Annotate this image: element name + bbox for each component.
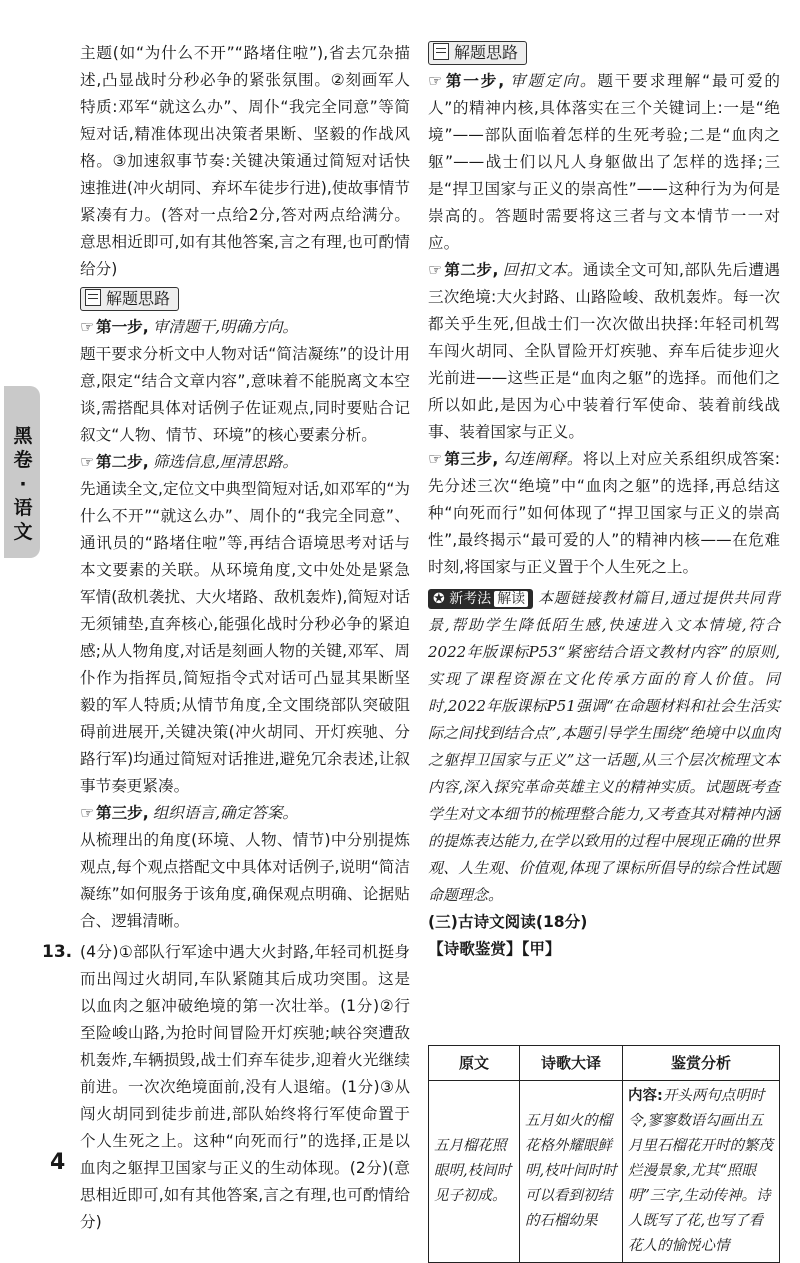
hand-pointer-icon: ☞	[80, 804, 94, 822]
question-13-answer: (4分)①部队行军途中遇大火封路,年轻司机挺身而出闯过火胡同,车队紧随其后成功突围。这是以血肉之躯冲破绝境的第一次壮举。(1分)②行至险峻山路,为抢时间冒险开灯疾驰;峡谷突遭敌机轰炸,车辆损毁,战士们弃车徒步,迎着火光继续前进。一次次绝境面前,没有人退缩。(1分)③从闯火胡同到徒步前进,部队始终将行军使命置于个人生死之上。这种“向死而行”的选择,正是以血肉之躯捍卫国家与正义的生动体现。(2分)(意思相近即可,如有其他答案,言之有理,也可酌情给分)	[80, 943, 410, 1231]
left-column	[42, 40, 410, 1236]
poem-table	[428, 1045, 780, 1263]
hand-pointer-icon: ☞	[80, 453, 94, 471]
solution-tag: 解题思路	[428, 41, 527, 65]
step1-heading: ☞ 第一步, 审清题干,明确方向。	[80, 318, 299, 336]
table-header-row	[429, 1046, 780, 1081]
right-column	[428, 40, 780, 1254]
side-tab-label: 黑卷·语文	[13, 425, 33, 543]
step1-block: ☞ 第一步, 审题定向。题干要求理解“最可爱的人”的精神内核,具体落实在三个关键词上:一是“绝境”——部队面临着怎样的生死考验;二是“血肉之躯”——战士们以凡人身躯做出了怎样的选择;三是“捍卫国家与正义的崇高性”——这种行为为何是崇高的。答题时需要将这三者与文本情节一一对应。	[428, 72, 780, 252]
step2-text: 先通读全文,定位文中典型简短对话,如邓军的“为什么不开”“就这么办”、周仆的“我完全同意”、通讯员的“路堵住啦”等,再结合语境思考对话与本文要素的关联。从环境角度,文中处处是紧急军情(敌机袭扰、大火堵路、敌机轰炸),简短对话无须铺垫,直奔核心,能强化战时分秒必争的紧迫感;从人物角度,对话是刻画人物的关键,邓军、周仆作为指挥员,简短指令式对话可凸显其果断坚毅的军人特质;从情节角度,全文围绕部队突破阻碍前进展开,关键决策(冲火胡同、开灯疾驰、分路行军)均通过简短对话推进,避免冗余表述,让叙事节奏更紧凑。	[80, 480, 410, 795]
lightbulb-icon: ✪	[433, 591, 445, 607]
hand-pointer-icon: ☞	[428, 261, 442, 279]
question-number: 13.	[42, 942, 73, 962]
poem-tag: 【诗歌鉴赏】【甲】	[428, 940, 561, 958]
hand-pointer-icon: ☞	[80, 318, 94, 336]
hand-pointer-icon: ☞	[428, 450, 442, 468]
step2-block: ☞ 第二步, 回扣文本。通读全文可知,部队先后遭遇三次绝境:大火封路、山路险峻、敌机轰炸。每一次都关乎生死,但战士们一次次做出抉择:年轻司机驾车闯火胡同、全队冒险开灯疾驰、弃车后徒步迎火光前进——这些正是“血肉之躯”的选择。而他们之所以如此,是因为心中装着行军使命、装着前线战事、装着国家与正义。	[428, 261, 780, 441]
solution-tag: 解题思路	[80, 287, 179, 311]
header-analysis: 鉴赏分析	[623, 1046, 780, 1081]
page-number: 4	[50, 1150, 66, 1175]
question-13	[42, 939, 410, 1236]
section-title: (三)古诗文阅读(18分)	[428, 913, 588, 931]
new-exam-note: ✪ 新考法 解读 本题链接教材篇目,通过提供共同背景,帮助学生降低陌生感,快速进入文本情境,符合2022年版课标P53“紧密结合语文教材内容”的原则,实现了课程资源在文化传承方面的育人价值。同时,2022年版课标P51强调“在命题材料和社会生活实际之间找到结合点”,本题引导学生围绕“绝境中以血肉之躯捍卫国家与正义”这一话题,从三个层次梳理文本内容,深入探究革命英雄主义的精神实质。试题既考查学生对文本细节的梳理整合能力,又考查其对精神内涵的提炼表达能力,在学以致用的过程中展现正确的世界观、人生观、价值观,体现了课标所倡导的综合性试题命题理念。	[428, 589, 780, 904]
step2-heading: ☞ 第二步, 筛选信息,厘清思路。	[80, 453, 299, 471]
step3-block: ☞ 第三步, 勾连阐释。将以上对应关系组织成答案:先分述三次“绝境”中“血肉之躯”的选择,再总结这种“向死而行”如何体现了“捍卫国家与正义的崇高性”,最终揭示“最可爱的人”的精神内核——在危难时刻,将国家与正义置于个人生死之上。	[428, 450, 780, 576]
cell-translation: 五月如火的榴花格外耀眼鲜明,枝叶间时时可以看到初结的石榴幼果	[520, 1081, 623, 1263]
notebook-icon	[433, 43, 449, 60]
notebook-icon	[85, 289, 101, 306]
answer-intro: 主题(如“为什么不开”“路堵住啦”),省去冗杂描述,凸显战时分秒必争的紧张氛围。②刻画军人特质:邓军“就这么办”、周仆“我完全同意”等简短对话,精准体现出决策者果断、坚毅的作战风格。③加速叙事节奏:关键决策通过简短对话快速推进(冲火胡同、弃坏车徒步行进),使故事情节紧凑有力。(答对一点给2分,答对两点给满分。意思相近即可,如有其他答案,言之有理,也可酌情给分)	[80, 44, 410, 278]
header-translation: 诗歌大译	[520, 1046, 623, 1081]
step3-text: 从梳理出的角度(环境、人物、情节)中分别提炼观点,每个观点搭配文中具体对话例子,说明“简洁凝练”如何服务于该角度,确保观点明确、论据贴合、逻辑清晰。	[80, 831, 410, 930]
new-exam-badge: ✪ 新考法 解读	[428, 589, 533, 609]
hand-pointer-icon: ☞	[428, 72, 442, 90]
cell-original: 五月榴花照眼明,枝间时见子初成。	[429, 1081, 520, 1263]
step1-text: 题干要求分析文中人物对话“简洁凝练”的设计用意,限定“结合文章内容”,意味着不能脱离文本空谈,需搭配具体对话例子佐证观点,同时要贴合记叙文“人物、情节、环境”的核心要素分析。	[80, 345, 410, 444]
table-row	[429, 1081, 780, 1263]
cell-analysis: 内容:开头两句点明时令,寥寥数语勾画出五月里石榴花开时的繁茂烂漫景象,尤其“照眼明”三字,生动传神。诗人既写了花,也写了看花人的愉悦心情	[623, 1081, 780, 1263]
header-original: 原文	[429, 1046, 520, 1081]
side-tab	[4, 386, 40, 558]
step3-heading: ☞ 第三步, 组织语言,确定答案。	[80, 804, 299, 822]
